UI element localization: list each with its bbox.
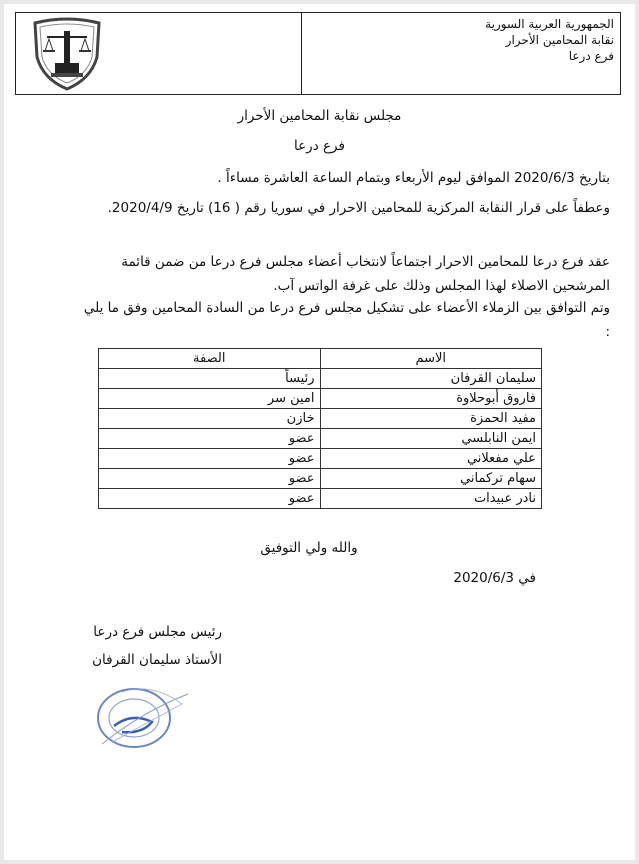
official-stamp-icon xyxy=(92,682,192,754)
document-page xyxy=(4,4,635,860)
closing-line: والله ولي التوفيق xyxy=(260,540,358,556)
member-name: سهام تركماني xyxy=(320,469,542,489)
member-name: سليمان القرفان xyxy=(320,369,542,389)
letterhead-text xyxy=(302,13,620,94)
member-name: مفيد الحمزة xyxy=(320,409,542,429)
member-role: خازن xyxy=(99,409,321,429)
member-name: علي مفعلاني xyxy=(320,449,542,469)
member-name: نادر عبيدات xyxy=(320,489,542,509)
column-header-role: الصفة xyxy=(99,349,321,369)
member-role: رئيساً xyxy=(99,369,321,389)
table-row xyxy=(99,369,542,389)
organization-name: نقابة المحامين الأحرار xyxy=(505,33,614,47)
logo-cell xyxy=(16,13,302,94)
document-subtitle: فرع درعا xyxy=(294,138,345,154)
bar-association-logo-icon xyxy=(31,17,103,91)
table-row xyxy=(99,469,542,489)
document-title: مجلس نقابة المحامين الأحرار xyxy=(237,108,402,124)
signature-role: رئيس مجلس فرع درعا xyxy=(93,624,222,640)
paragraph-decision: وعطفاً على قرار النقابة المركزية للمحامين الاحرار في سوريا رقم ( 16) تاريخ 2020/4/9. xyxy=(107,200,610,216)
member-role: عضو xyxy=(99,469,321,489)
table-row xyxy=(99,489,542,509)
signature-name: الأستاذ سليمان القرفان xyxy=(92,652,222,668)
table-row xyxy=(99,409,542,429)
table-row xyxy=(99,429,542,449)
member-name: ايمن النابلسي xyxy=(320,429,542,449)
column-header-name: الاسم xyxy=(320,349,542,369)
branch-name: فرع درعا xyxy=(568,49,614,63)
member-role: عضو xyxy=(99,449,321,469)
paragraph-meeting: عقد فرع درعا للمحامين الاحرار اجتماعاً لانتخاب أعضاء مجلس فرع درعا من ضمن قائمة المرشحين الاصلاء لهذا المجلس وذلك على غرفة الواتس آب. xyxy=(121,254,610,294)
member-name: فاروق أبوحلاوة xyxy=(320,389,542,409)
table-row xyxy=(99,449,542,469)
table-header-row xyxy=(99,349,542,369)
paragraph-date: بتاريخ 2020/6/3 الموافق ليوم الأربعاء وبتمام الساعة العاشرة مساءاً . xyxy=(217,170,610,186)
council-members-table xyxy=(98,348,542,509)
letterhead xyxy=(15,12,621,95)
country-name: الجمهورية العربية السورية xyxy=(485,17,614,31)
member-role: عضو xyxy=(99,489,321,509)
member-role: عضو xyxy=(99,429,321,449)
table-row xyxy=(99,389,542,409)
paragraph-agreement: وتم التوافق بين الزملاء الأعضاء على تشكيل مجلس فرع درعا من السادة المحامين وفق ما يلي : xyxy=(83,300,610,340)
date-line: في 2020/6/3 xyxy=(453,570,536,586)
member-role: امين سر xyxy=(99,389,321,409)
